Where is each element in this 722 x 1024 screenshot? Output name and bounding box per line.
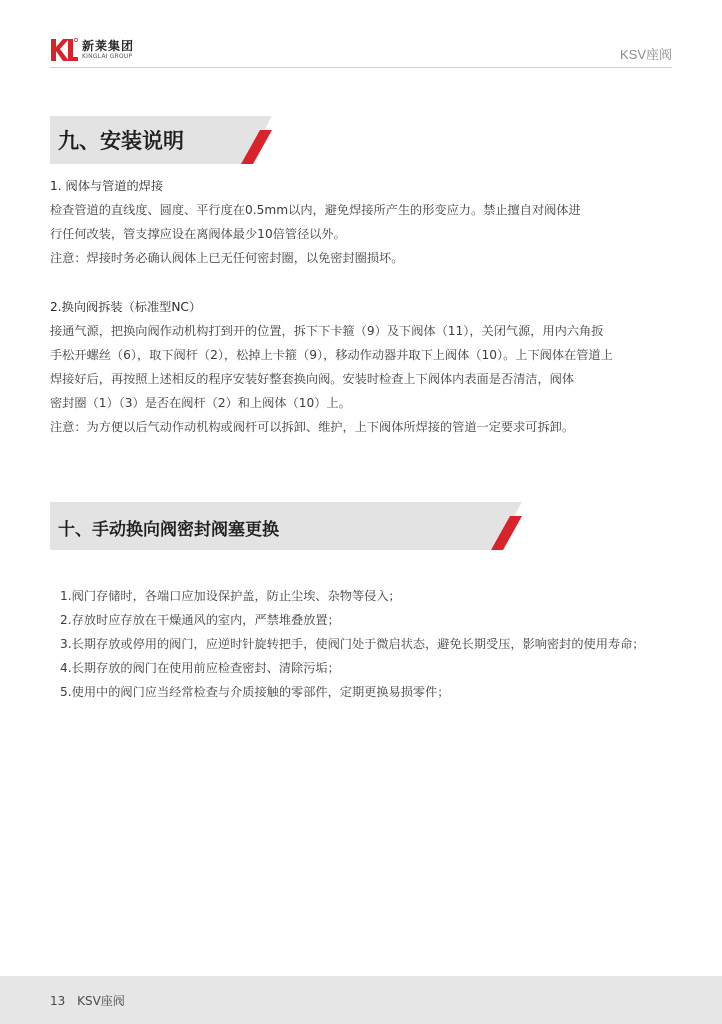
paragraph-line: 接通气源，把换向阀作动机构打到开的位置，拆下下卡箍（9）及下阀体（11），关闭气源，用内六角扳	[50, 324, 604, 338]
paragraph-line: 注意：为方便以后气动作动机构或阀杆可以拆卸、维护，上下阀体所焊接的管道一定要求可拆卸。	[50, 420, 575, 434]
page-number: 13	[50, 994, 66, 1008]
paragraph-line: 注意：焊接时务必确认阀体上已无任何密封圈，以免密封圈损坏。	[50, 251, 404, 265]
kinglai-logo	[49, 35, 134, 65]
paragraph-line: 检查管道的直线度、圆度、平行度在0.5mm以内，避免焊接所产生的形变应力。禁止擅自对阀体进	[50, 203, 581, 217]
paragraph-line: 焊接好后，再按照上述相反的程序安装好整套换向阀。安装时检查上下阀体内表面是否清洁，阀体	[50, 372, 575, 386]
list-item: 2.存放时应存放在干燥通风的室内，严禁堆叠放置；	[60, 613, 340, 627]
header-divider	[50, 67, 672, 68]
brand-name-cn: 新莱集团	[82, 39, 135, 53]
kl-logo-icon	[49, 35, 79, 65]
brand-name-en: KINGLAI GROUP	[82, 53, 133, 60]
list-item: 1.阀门存储时，各端口应加设保护盖，防止尘埃、杂物等侵入；	[60, 589, 401, 603]
list-item: 3.长期存放或停用的阀门，应逆时针旋转把手，使阀门处于微启状态，避免长期受压，影响密封的使用寿命；	[60, 637, 645, 651]
section-9-sub1	[50, 174, 650, 270]
section-10-title: 十、手动换向阀密封阀塞更换	[58, 520, 279, 540]
paragraph-line: 行任何改装，管支撑应设在离阀体最少10倍管径以外。	[50, 227, 346, 241]
list-item: 4.长期存放的阀门在使用前应检查密封、清除污垢；	[60, 661, 340, 675]
footer-doc-title: KSV座阀	[77, 994, 125, 1008]
section-9-sub2	[50, 295, 650, 439]
header-doc-title: KSV座阀	[619, 47, 672, 62]
list-item: 5.使用中的阀门应当经常检查与介质接触的零部件，定期更换易损零件；	[60, 685, 450, 699]
section-10-list	[60, 584, 700, 704]
page-footer	[0, 976, 722, 1024]
section-9-title: 九、安装说明	[58, 129, 184, 153]
section-9-title-bar	[50, 116, 272, 164]
page-header	[0, 0, 722, 70]
paragraph-line: 手松开螺丝（6），取下阀杆（2），松掉上卡箍（9），移动作动器并取下上阀体（10）。上下阀体在管道上	[50, 348, 613, 362]
sub-heading: 1. 阀体与管道的焊接	[50, 179, 164, 193]
section-10-title-bar	[50, 502, 522, 550]
sub-heading: 2.换向阀拆装（标准型NC）	[50, 300, 202, 314]
paragraph-line: 密封圈（1）（3）是否在阀杆（2）和上阀体（10）上。	[50, 396, 351, 410]
